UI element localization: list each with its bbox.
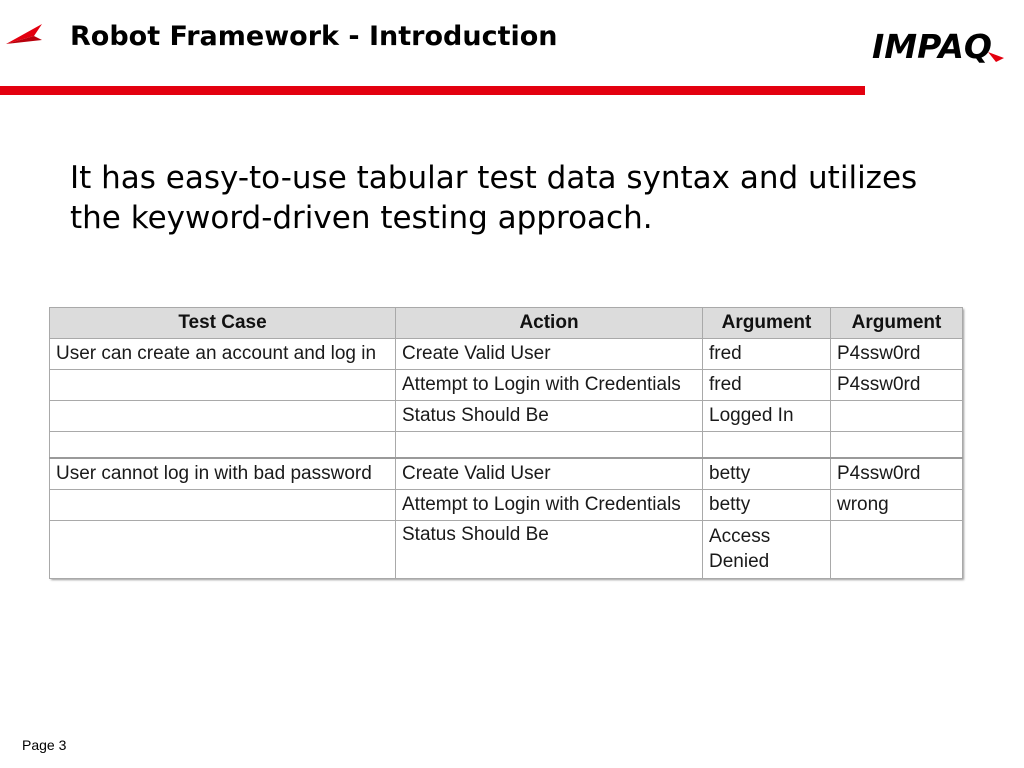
cell-argument-2: wrong [831,490,963,521]
cell-argument-2: P4ssw0rd [831,458,963,490]
table-row [50,370,963,401]
column-header-argument-1: Argument [703,308,831,339]
cell-test-case [50,370,396,401]
cell-test-case [50,432,396,459]
table-row [50,339,963,370]
cell-action [396,432,703,459]
column-header-argument-2: Argument [831,308,963,339]
cell-test-case [50,490,396,521]
cell-argument-1: fred [703,370,831,401]
cell-test-case [50,521,396,579]
title-underline-rule [0,86,865,95]
cell-action: Attempt to Login with Credentials [396,370,703,401]
test-data-table-container [49,307,962,578]
cell-action: Status Should Be [396,401,703,432]
table-row [50,401,963,432]
cell-argument-2 [831,432,963,459]
column-header-action: Action [396,308,703,339]
cell-test-case: User cannot log in with bad password [50,458,396,490]
table-row [50,521,963,579]
cell-argument-2: P4ssw0rd [831,339,963,370]
cell-action: Status Should Be [396,521,703,579]
column-header-test-case: Test Case [50,308,396,339]
cell-argument-1: Access Denied [703,521,831,579]
cell-test-case [50,401,396,432]
cell-test-case: User can create an account and log in [50,339,396,370]
cell-argument-2 [831,401,963,432]
logo-text: IMPAQ [872,27,992,66]
cell-argument-1: fred [703,339,831,370]
page-number: Page 3 [22,737,67,753]
table-row [50,458,963,490]
red-accent-mark-icon [4,22,44,46]
cell-argument-2 [831,521,963,579]
cell-action: Create Valid User [396,458,703,490]
page-title: Robot Framework - Introduction [70,21,558,52]
table-header-row [50,308,963,339]
test-data-table [49,307,963,579]
cell-action: Create Valid User [396,339,703,370]
cell-argument-1: betty [703,458,831,490]
table-row [50,490,963,521]
cell-argument-1: Logged In [703,401,831,432]
table-row-empty [50,432,963,459]
cell-action: Attempt to Login with Credentials [396,490,703,521]
company-logo [870,26,1006,68]
cell-argument-2: P4ssw0rd [831,370,963,401]
cell-argument-1 [703,432,831,459]
slide-body-text: It has easy-to-use tabular test data syntax and utilizes the keyword-driven testing approach. [70,160,918,236]
cell-argument-1: betty [703,490,831,521]
